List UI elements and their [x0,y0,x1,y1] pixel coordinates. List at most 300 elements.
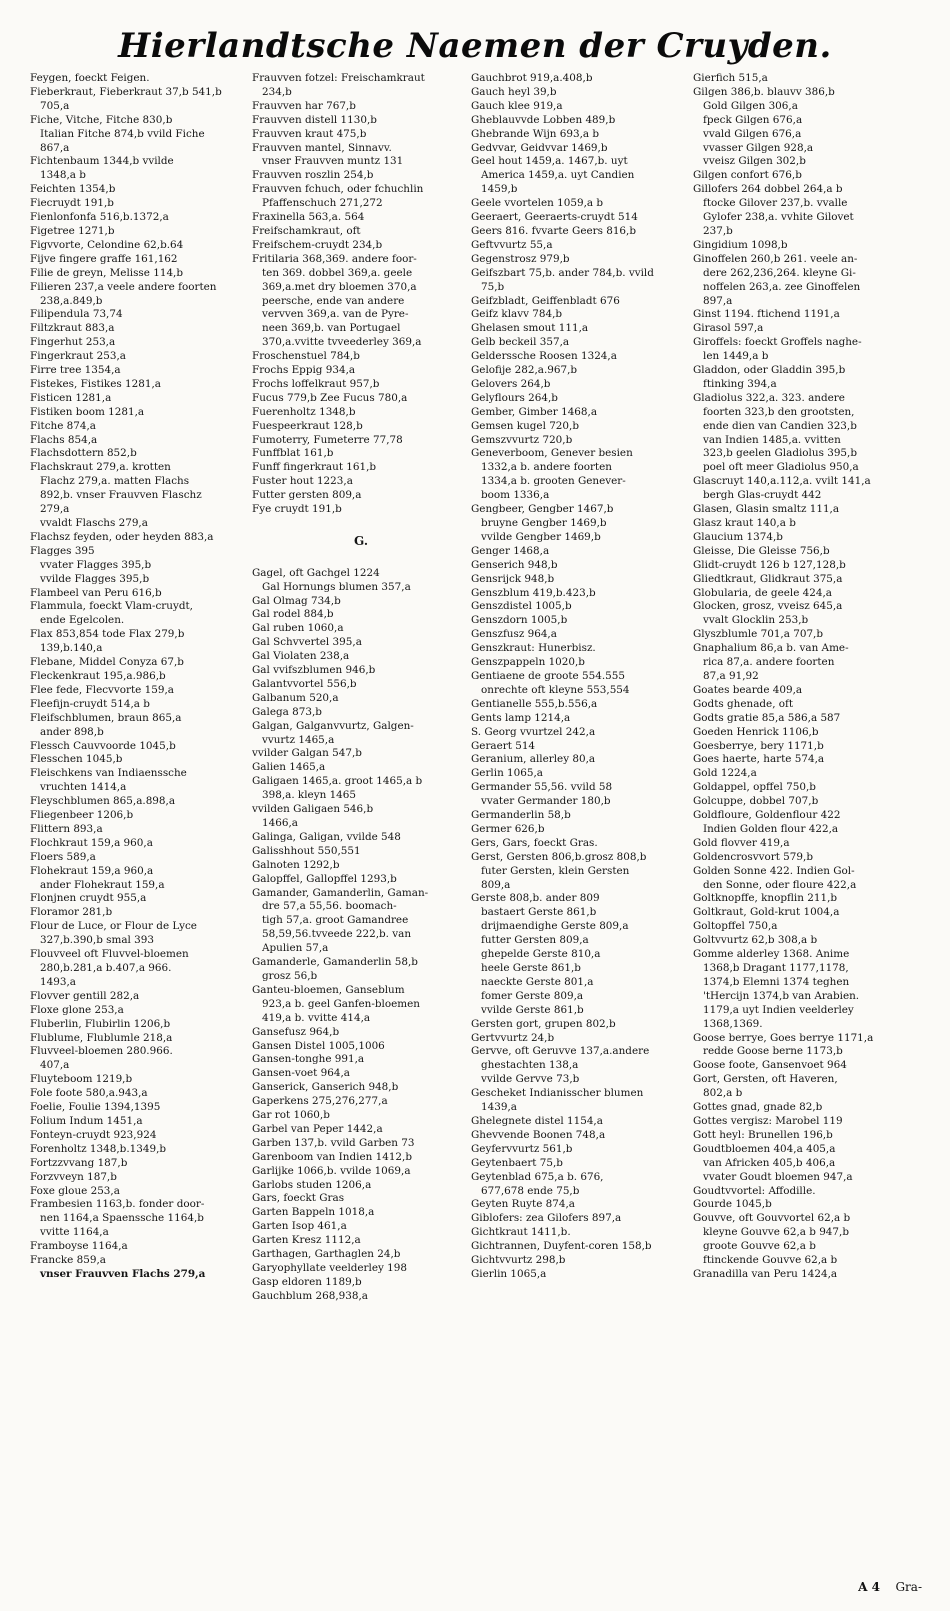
index-entry: Gnaphalium 86,a b. van Ame- [693,642,849,655]
index-entry: Foelie, Foulie 1394,1395 [30,1101,161,1114]
index-entry: vvilde Gervve 73,b [481,1073,580,1086]
index-entry: Pfaffenschuch 271,272 [262,197,383,210]
index-entry: 1332,a b. andere foorten [481,461,612,474]
index-entry: Fluberlin, Flubirlin 1206,b [30,1017,171,1030]
index-entry: Flebane, Middel Conyza 67,b [30,656,184,669]
index-entry: Fistekes, Fistikes 1281,a [30,377,161,390]
index-entry: Goesberrye, bery 1171,b [693,739,824,752]
index-entry: Gold 1224,a [693,767,757,780]
index-entry: Flessch Cauvvoorde 1045,b [30,739,176,752]
index-entry: Galbanum 520,a [252,691,339,704]
index-entry: Gold Gilgen 306,a [703,99,798,112]
index-entry: Fieberkraut, Fieberkraut 37,b 541,b [30,85,222,98]
index-entry: 'tHercijn 1374,b van Arabien. [703,989,860,1002]
index-entry: vvilde Gerste 861,b [481,1003,584,1016]
index-entry: 238,a.849,b [40,294,103,307]
index-entry: Girasol 597,a [693,322,764,335]
index-entry: Genszdistel 1005,b [471,600,572,613]
index-entry: Geifz klavv 784,b [471,308,563,321]
index-entry: Glascruyt 140,a.112,a. vvilt 141,a [693,475,871,488]
index-entry: Giroffels: foeckt Groffels naghe- [693,336,862,349]
index-entry: noffelen 263,a. zee Ginoffelen [703,280,861,293]
index-entry: Floers 589,a [30,850,96,863]
index-entry: ftinckende Gouvve 62,a b [703,1254,838,1267]
index-entry: bruyne Gengber 1469,b [481,517,607,529]
index-entry: Flachsdottern 852,b [30,447,137,460]
index-entry: fomer Gerste 809,a [481,989,584,1002]
index-entry: Garten Kresz 1112,a [252,1234,361,1247]
index-entry: 897,a [703,294,733,307]
index-entry: Germander 55,56. vvild 58 [471,781,613,794]
index-entry: Glasen, Glasin smaltz 111,a [693,503,840,516]
index-entry: heele Gerste 861,b [481,962,581,974]
index-entry: 280,b.281,a b.407,a 966. [40,962,172,974]
index-entry: Fleckenkraut 195,a.986,b [30,669,166,682]
index-entry: Froschenstuel 784,b [252,350,360,363]
index-entry: Frauvven kraut 475,b [252,127,367,140]
index-entry: Goldfloure, Goldenflour 422 [693,809,841,822]
index-entry: Ghevvende Boonen 748,a [471,1128,606,1141]
index-entry: kleyne Gouvve 62,a b 947,b [703,1226,849,1239]
index-entry: Frauvven distell 1130,b [252,113,377,126]
index-entry: bergh Glas-cruydt 442 [703,489,822,502]
index-entry: Fliegenbeer 1206,b [30,809,134,822]
index-entry: vruchten 1414,a [40,781,127,794]
index-entry: Gichtvvurtz 298,b [471,1254,566,1267]
index-entry: Flachz 279,a. matten Flachs [40,475,190,488]
index-entry: Gliedtkraut, Glidkraut 375,a [693,572,843,585]
index-entry: Forzvveyn 187,b [30,1170,117,1183]
index-entry: Foxe gloue 253,a [30,1184,120,1197]
index-entry: 279,a [40,503,70,516]
index-entry: 1334,a b. grooten Genever- [481,475,626,488]
index-entry: Fortzzvvang 187,b [30,1156,128,1169]
index-entry: Fonteyn-cruydt 923,924 [30,1128,157,1141]
index-entry: Indien Golden flour 422,a [703,822,839,835]
index-entry: dre 57,a 55,56. boomach- [262,900,397,913]
index-entry: Flovver gentill 282,a [30,989,140,1002]
index-entry: Framboyse 1164,a [30,1240,128,1253]
index-entry: vvilder Galgan 547,b [252,747,362,760]
index-entry: Geel hout 1459,a. 1467,b. uyt [471,155,628,168]
index-entry: Galigaen 1465,a. groot 1465,a b [252,775,423,788]
index-entry: Geraert 514 [471,739,536,752]
index-entry: onrechte oft kleyne 553,554 [481,683,630,696]
index-entry: Gedvvar, Geidvvar 1469,b [471,141,608,154]
index-entry: Gillofers 264 dobbel 264,a b [693,183,843,196]
index-entry: Glaucium 1374,b [693,530,783,543]
index-entry: vvater Flagges 395,b [40,558,152,571]
index-entry: Fuerenholtz 1348,b [252,405,356,418]
index-entry: 369,a.met dry bloemen 370,a [262,280,417,293]
index-entry: ghestachten 138,a [481,1059,579,1072]
index-entry: Gents lamp 1214,a [471,711,571,724]
index-entry: Genger 1468,a [471,544,550,557]
index-entry: Ghelasen smout 111,a [471,322,589,335]
index-entry: Galantvvortel 556,b [252,677,357,690]
index-entry: Gourde 1045,b [693,1198,772,1211]
index-entry: Gelovers 264,b [471,377,551,390]
index-entry: vnser Frauvven Flachs 279,a [40,1267,206,1280]
index-entry: Galisshhout 550,551 [252,844,361,857]
index-entry: Flublume, Flublumle 218,a [30,1031,173,1044]
index-column-1 [30,72,252,1282]
index-entry: Futter gersten 809,a [252,489,362,502]
index-entry: Feygen, foeckt Feigen. [30,72,150,84]
index-entry: ftocke Gilover 237,b. vvalle [703,197,848,210]
index-entry: Fichtenbaum 1344,b vvilde [30,155,174,168]
index-entry: Geele vvortelen 1059,a b [471,197,604,210]
index-entry: Goltkraut, Gold-krut 1004,a [693,906,840,919]
index-entry: vvald Gilgen 676,a [703,127,802,140]
index-entry: Gichtkraut 1411,b. [471,1226,571,1239]
index-entry: Filie de greyn, Melisse 114,b [30,266,184,279]
index-entry: Garten Bappeln 1018,a [252,1206,375,1219]
index-entry: 234,b [262,85,292,98]
index-entry: Flohekraut 159,a 960,a [30,864,154,877]
index-entry: Genszkraut: Hunerbisz. [471,642,596,655]
index-entry: Fingerhut 253,a [30,336,116,349]
index-entry: Flachskraut 279,a. krotten [30,461,171,474]
index-entry: Gentianelle 555,b.556,a [471,697,598,710]
index-entry: Fleischkens van Indiaenssche [30,767,187,780]
index-entry: Flesschen 1045,b [30,753,123,766]
index-entry: Garben 137,b. vvild Garben 73 [252,1136,415,1149]
index-entry: 1466,a [262,817,298,829]
index-entry: Fiecruydt 191,b [30,197,114,210]
index-entry: Fritilaria 368,369. andere foor- [252,252,417,265]
signature-mark: A 4 [858,1580,880,1594]
index-entry: Gansen-tonghe 991,a [252,1053,365,1066]
index-entry: Gilgen confort 676,b [693,169,802,182]
index-entry: Gort, Gersten, oft Haveren, [693,1073,838,1086]
index-entry: Geneverboom, Genever besien [471,447,633,460]
index-entry: Gelofije 282,a.967,b [471,364,578,377]
index-entry: vvilde Gengber 1469,b [481,530,601,543]
index-entry: Fleifschblumen, braun 865,a [30,711,182,724]
index-entry: boom 1336,a [481,489,550,502]
index-column-4 [693,72,925,1282]
index-entry: Galopffel, Gallopffel 1293,b [252,872,397,885]
index-entry: Filtzkraut 883,a [30,322,115,335]
index-entry: ftinking 394,a [703,377,777,390]
index-entry: vnser Frauvven muntz 131 [262,155,404,168]
index-entry: 419,a b. vvitte 414,a [262,1011,371,1024]
index-entry: Gengbeer, Gengber 1467,b [471,503,614,516]
index-entry: Garbel van Peper 1442,a [252,1122,383,1135]
index-entry: Flachsz feyden, oder heyden 883,a [30,530,214,543]
index-entry: Filieren 237,a veele andere foorten [30,280,217,293]
index-entry: Gemsen kugel 720,b [471,419,579,432]
index-entry: Galega 873,b [252,705,322,718]
index-entry: Gott heyl: Brunellen 196,b [693,1128,833,1141]
index-entry: 1493,a [40,975,76,988]
index-entry: Gingidium 1098,b [693,238,788,251]
index-entry: Filipendula 73,74 [30,308,123,321]
index-entry: vvalt Glocklin 253,b [703,614,809,627]
index-entry: Golcuppe, dobbel 707,b [693,795,819,808]
index-entry: Flittern 893,a [30,822,103,835]
index-entry: naeckte Gerste 801,a [481,975,594,988]
index-entry: Gar rot 1060,b [252,1109,330,1122]
index-entry: Galinga, Galigan, vvilde 548 [252,830,401,843]
index-entry: Garenboom van Indien 1412,b [252,1150,412,1163]
index-entry: Glidt-cruydt 126 b 127,128,b [693,558,846,571]
index-entry: Freifschamkraut, oft [252,224,361,237]
index-entry: vvitte 1164,a [40,1226,109,1239]
index-entry: foorten 323,b den grootsten, [703,405,855,418]
index-entry: Ganserick, Ganserich 948,b [252,1081,399,1094]
index-entry: Ghelegnete distel 1154,a [471,1114,603,1127]
index-entry: Gilgen 386,b. blauvv 386,b [693,85,835,98]
index-entry: Goose berrye, Goes berrye 1171,a [693,1031,874,1044]
index-entry: Goltknopffe, knopflin 211,b [693,892,838,905]
index-entry: Gomme alderley 1368. Anime [693,948,850,961]
index-entry: Gouvve, oft Gouvvortel 62,a b [693,1212,851,1225]
index-entry: 87,a 91,92 [703,669,759,682]
index-entry: Godts ghenade, oft [693,697,794,710]
index-entry: 1368,1369. [703,1017,763,1030]
index-entry: Fleyschblumen 865,a.898,a [30,795,176,808]
index-entry: peersche, ende van andere [262,294,405,307]
index-entry: Goose foote, Gansenvoet 964 [693,1059,847,1072]
index-entry: Gal Schvvertel 395,a [252,636,362,649]
index-entry: Gylofer 238,a. vvhite Gilovet [703,211,854,224]
index-entry: ten 369. dobbel 369,a. geele [262,266,413,279]
index-entry: vveisz Gilgen 302,b [703,155,806,168]
index-column-2 [252,72,470,1304]
index-entry: Gemszvvurtz 720,b [471,433,573,446]
index-entry: Fingerkraut 253,a [30,350,126,363]
index-entry: Gauch klee 919,a [471,99,563,112]
index-entry: Galien 1465,a [252,761,326,774]
index-entry: Glyszblumle 701,a 707,b [693,628,824,641]
index-entry: Frauvven fchuch, oder fchuchlin [252,183,424,196]
index-entry: Geeraert, Geeraerts-cruydt 514 [471,211,638,224]
index-entry: Funffblat 161,b [252,447,334,460]
index-entry: Freifschem-cruydt 234,b [252,238,383,251]
index-entry: Glocken, grosz, vveisz 645,a [693,600,843,613]
index-entry: Gember, Gimber 1468,a [471,405,598,418]
index-entry: Galnoten 1292,b [252,858,340,871]
index-entry: 809,a [481,878,511,891]
index-entry: Forenholtz 1348,b.1349,b [30,1142,167,1155]
index-entry: Goeden Henrick 1106,b [693,725,819,738]
index-entry: Glasz kraut 140,a b [693,517,796,529]
index-entry: Gleisse, Die Gleisse 756,b [693,544,830,557]
index-entry: Genszfusz 964,a [471,628,557,641]
index-entry: futter Gersten 809,a [481,934,589,947]
index-entry: Fijve fingere graffe 161,162 [30,252,178,265]
index-entry: Fleefijn-cruydt 514,a b [30,697,150,710]
index-entry: ander 898,b [40,725,104,738]
spacer [252,553,470,567]
index-entry: Goltopffel 750,a [693,920,778,933]
index-entry: Garlijke 1066,b. vvilde 1069,a [252,1164,411,1177]
index-entry: Fole foote 580,a.943,a [30,1087,148,1100]
index-entry: Gal Olmag 734,b [252,594,341,607]
index-entry: Frambesien 1163,b. fonder door- [30,1198,205,1211]
index-entry: Gauch heyl 39,b [471,85,557,98]
index-entry: Gerst, Gersten 806,b.grosz 808,b [471,850,647,863]
index-entry: Geytenblad 675,a b. 676, [471,1170,604,1183]
index-entry: ander Flohekraut 159,a [40,878,165,891]
index-entry: bastaert Gerste 861,b [481,906,597,919]
index-entry: Gauchbrot 919,a.408,b [471,72,593,84]
index-entry: ende Egelcolen. [40,614,125,627]
index-entry: Italian Fitche 874,b vvild Fiche [40,127,205,140]
index-entry: 1348,a b [40,169,86,182]
index-entry: vvater Goudt bloemen 947,a [703,1170,853,1183]
index-entry: groote Gouvve 62,a b [703,1240,816,1253]
index-entry: 58,59,56.tvveede 222,b. van [262,928,412,941]
index-entry: Gasp eldoren 1189,b [252,1275,362,1288]
index-entry: vvilden Galigaen 546,b [252,803,374,816]
index-entry: Gal Hornungs blumen 357,a [262,580,411,593]
index-entry: 237,b [703,224,733,237]
index-entry: Gerlin 1065,a [471,767,543,780]
index-entry: dere 262,236,264. kleyne Gi- [703,266,856,279]
index-entry: Ginst 1194. ftichend 1191,a [693,308,840,321]
index-entry: Garthagen, Garthaglen 24,b [252,1248,401,1261]
index-entry: Gelderssche Roosen 1324,a [471,350,617,363]
index-entry: Goates bearde 409,a [693,683,803,696]
index-entry: 1439,a [481,1101,517,1114]
index-entry: drijmaendighe Gerste 809,a [481,920,629,933]
index-entry: America 1459,a. uyt Candien [481,169,635,182]
index-entry: Gal rodel 884,b [252,608,334,621]
index-entry: Frauvven har 767,b [252,99,356,112]
index-entry: Geranium, allerley 80,a [471,753,596,766]
index-entry: Gichtrannen, Duyfent-coren 158,b [471,1240,652,1253]
index-entry: Gottes gnad, gnade 82,b [693,1101,823,1114]
index-entry: Gal Violaten 238,a [252,650,350,663]
index-entry: Gervve, oft Geruvve 137,a.andere [471,1045,650,1058]
index-entry: Geifzbladt, Geiffenbladt 676 [471,294,620,307]
index-entry: rica 87,a. andere foorten [703,656,835,669]
index-entry: fpeck Gilgen 676,a [703,113,803,126]
index-entry: Gertvvurtz 24,b [471,1031,555,1044]
index-entry: Firre tree 1354,a [30,364,121,377]
index-entry: redde Goose berne 1173,b [703,1045,843,1058]
index-entry: Gierlin 1065,a [471,1267,547,1280]
index-entry: 1459,b [481,183,518,196]
index-entry: Ghebrande Wijn 693,a b [471,127,600,140]
index-entry: len 1449,a b [703,350,769,363]
index-entry: Frochs loffelkraut 957,b [252,377,380,390]
index-entry: Fistiken boom 1281,a [30,405,145,418]
index-entry: ghepelde Gerste 810,a [481,948,601,961]
index-entry: Golden Sonne 422. Indien Gol- [693,864,855,877]
index-entry: ende dien van Candien 323,b [703,419,857,432]
index-entry: tigh 57,a. groot Gamandree [262,914,409,927]
index-entry: Germer 626,b [471,822,545,835]
index-entry: Giblofers: zea Gilofers 897,a [471,1212,622,1225]
index-entry: Ginoffelen 260,b 261. veele an- [693,252,858,265]
index-entry: Geyten Ruyte 874,a [471,1198,575,1211]
index-entry: vvaldt Flaschs 279,a [40,517,148,529]
index-entry: 323,b geelen Gladiolus 395,b [703,447,857,460]
section-heading: G. [354,534,368,548]
index-entry: Goldappel, opffel 750,b [693,781,816,794]
index-entry: Fluvveel-bloemen 280.966. [30,1045,173,1058]
index-entry: 677,678 ende 75,b [481,1184,580,1197]
index-entry: Fuespeerkraut 128,b [252,419,363,432]
index-entry: Goudtvvortel: Affodille. [693,1184,816,1197]
index-entry: Folium Indum 1451,a [30,1114,143,1127]
index-entry: Figetree 1271,b [30,224,115,237]
index-entry: vvater Germander 180,b [481,795,611,808]
index-entry: den Sonne, oder floure 422,a [703,878,857,891]
index-entry: Gottes vergisz: Marobel 119 [693,1114,843,1127]
index-entry: Fienlonfonfa 516,b.1372,a [30,211,169,224]
spacer [252,517,470,531]
index-entry: vervven 369,a. van de Pyre- [262,308,409,321]
index-entry: Genszdorn 1005,b [471,614,568,627]
index-entry: 1368,b Dragant 1177,1178, [703,962,849,974]
index-entry: Fisticen 1281,a [30,391,112,404]
index-entry: Flouvveel oft Fluvvel-bloemen [30,948,189,961]
index-entry: 867,a [40,141,70,154]
index-entry: Flochkraut 159,a 960,a [30,836,153,849]
index-entry: Flonjnen cruydt 955,a [30,892,147,905]
index-entry: Godts gratie 85,a 586,a 587 [693,711,841,724]
page-title: Hierlandtsche Naemen der Cruyden. [118,26,832,66]
index-entry: 327,b.390,b smal 393 [40,934,155,947]
index-entry: Germanderlin 58,b [471,809,571,822]
index-entry: Flammula, foeckt Vlam-cruydt, [30,600,193,613]
index-entry: neen 369,b. van Portugael [262,322,401,335]
index-entry: 407,a [40,1059,70,1072]
index-entry: 802,a b [703,1087,743,1100]
index-entry: Goldencrosvvort 579,b [693,850,813,863]
index-entry: S. Georg vvurtzel 242,a [471,725,596,738]
index-entry: Goudtbloemen 404,a 405,a [693,1142,836,1155]
index-entry: van Africken 405,b 406,a [703,1156,836,1169]
index-entry: Frauvven mantel, Sinnavv. [252,141,392,154]
index-entry: 139,b.140,a [40,642,103,655]
index-entry: Gentiaene de groote 554.555 [471,669,625,682]
index-entry: Gal ruben 1060,a [252,622,344,635]
index-entry: Fuster hout 1223,a [252,475,353,488]
index-entry: Garten Isop 461,a [252,1220,347,1233]
index-entry: Gold flovver 419,a [693,836,790,849]
index-entry: nen 1164,a Spaenssche 1164,b [40,1212,204,1225]
index-entry: Floxe glone 253,a [30,1003,124,1016]
index-entry: Geytenbaert 75,b [471,1156,563,1169]
index-entry: Fluyteboom 1219,b [30,1073,133,1086]
index-entry: Flagges 395 [30,544,95,557]
catchword: Gra- [895,1580,922,1594]
index-entry: 923,a b. geel Ganfen-bloemen [262,997,420,1010]
index-entry: Geifszbart 75,b. ander 784,b. vvild [471,266,654,279]
index-entry: Granadilla van Peru 1424,a [693,1267,838,1280]
index-entry: Gelb beckeil 357,a [471,336,570,349]
index-entry: Gersten gort, grupen 802,b [471,1017,616,1030]
index-entry: vvasser Gilgen 928,a [703,141,814,154]
index-entry: Goes haerte, harte 574,a [693,753,825,766]
index-entry: 398,a. kleyn 1465 [262,789,357,802]
index-entry: Gansen-voet 964,a [252,1067,350,1080]
index-entry: Flax 853,854 tode Flax 279,b [30,628,185,641]
index-entry: Fucus 779,b Zee Fucus 780,a [252,391,408,404]
index-entry: Gensrijck 948,b [471,572,555,585]
index-entry: Frochs Eppig 934,a [252,364,356,377]
index-entry: Genszpappeln 1020,b [471,656,585,669]
index-entry: Garyophyllate veelderley 198 [252,1262,408,1274]
index-entry: Gers, Gars, foeckt Gras. [471,836,598,849]
index-entry: Gerste 808,b. ander 809 [471,892,600,905]
